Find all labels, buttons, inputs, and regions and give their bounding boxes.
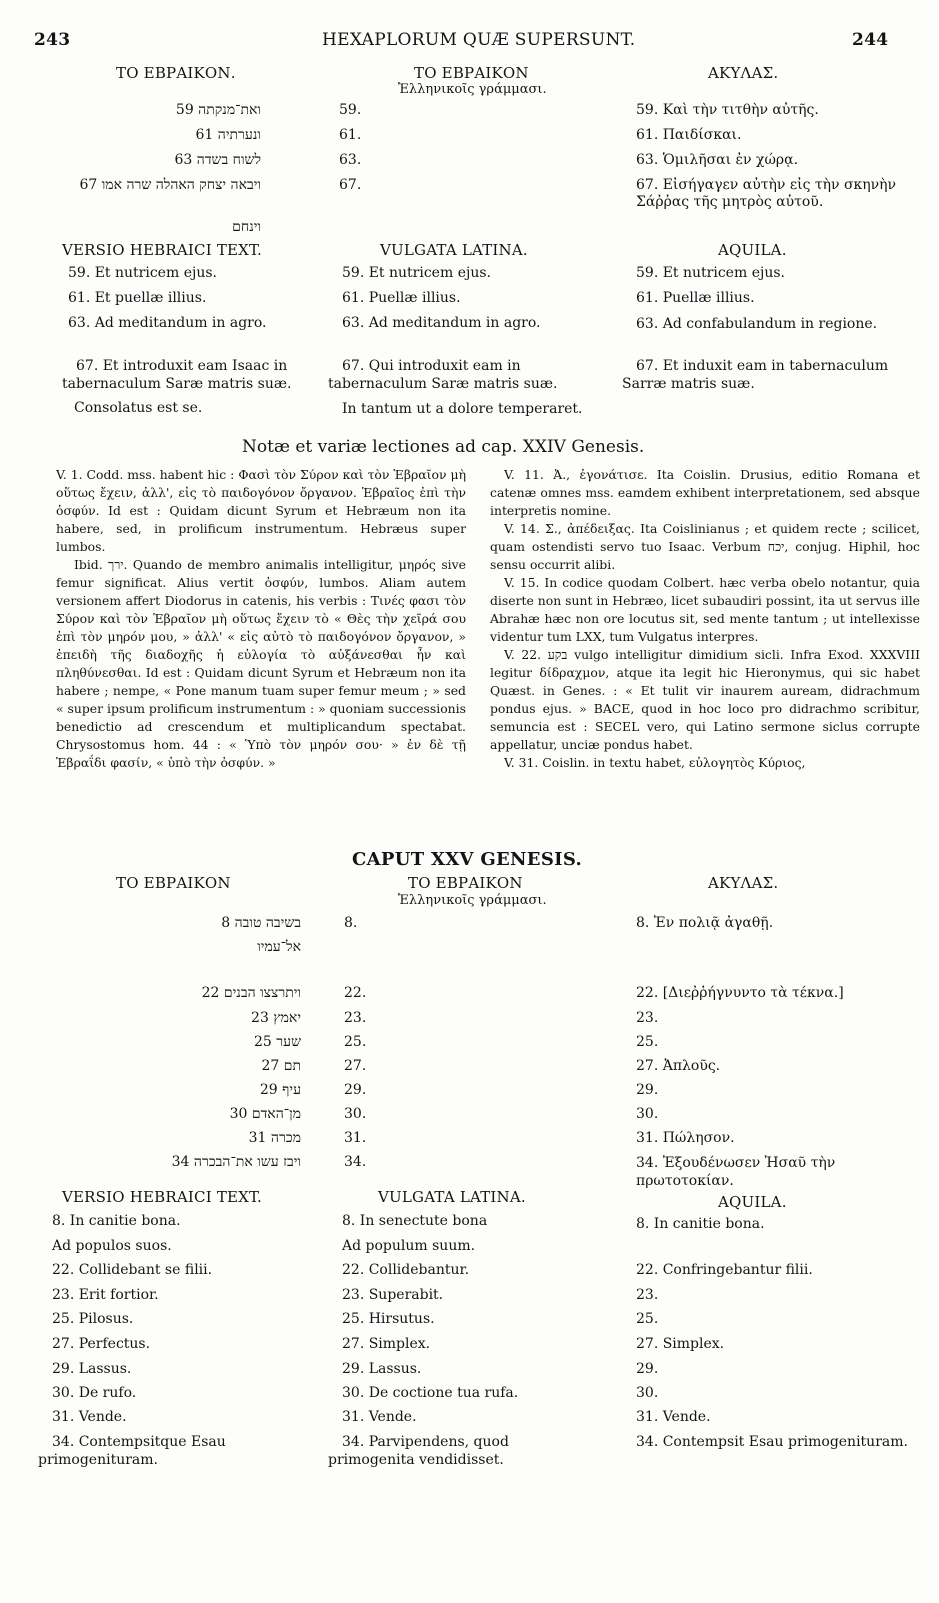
translit-line: 25. [344, 1034, 367, 1050]
latin-line: 34. Parvipendens, quod primogenita vendidisset. [328, 1434, 509, 1468]
note-paragraph: V. 31. Coislin. in textu habet, εὐλογητὸς Κύριος, [504, 755, 806, 770]
latin-head-right: AQUILA. [718, 1193, 787, 1211]
latin-line: 31. Vende. [636, 1409, 711, 1425]
latin-line: 25. Pilosus. [52, 1311, 134, 1327]
aquila-greek-line: 30. [636, 1106, 659, 1122]
latin-line: 63. Ad meditandum in agro. [68, 315, 267, 331]
latin-line: 61. Puellæ illius. [636, 290, 755, 306]
latin-line: 27. Simplex. [636, 1336, 725, 1352]
hebrew-line: ויבאה יצחק האהלה שרה אמו 67 [79, 177, 261, 193]
latin-line: 59. Et nutricem ejus. [636, 265, 785, 281]
translit-line: 59. [339, 102, 362, 118]
note-paragraph: V. 11. Ἀ., ἐγονάτισε. Ita Coislin. Drusius, editio Romana et catenæ omnes mss. eamdem exhibent interpretationem, sed absque interpretis nomine. [490, 467, 920, 518]
note-paragraph: V. 1. Codd. mss. habent hic : Φασὶ τὸν Σύρον καὶ τὸν Ἑβραῖον μὴ οὕτως ἔχειν, ἀλλ', εἰς τὸ παιδογόνον ὄργανον. Ἑβραῖος ἐπὶ τὴν ὀσφύν. Id est : Quidam dicunt Syrum et Hebræum non ita habere, sed, in prolificum instrumentum. Hebræus super lumbos. [56, 467, 466, 554]
page-number-left: 243 [34, 30, 71, 50]
latin-line: 63. Ad meditandum in agro. [342, 315, 541, 331]
hebrew-line: מכרה 31 [248, 1130, 301, 1146]
latin-line: 23. Erit fortior. [52, 1287, 159, 1303]
hebrew-line: ונערתיה 61 [195, 127, 261, 143]
latin-head-left: VERSIO HEBRAICI TEXT. [62, 1188, 263, 1206]
latin-line: 23. [636, 1287, 659, 1303]
aquila-greek-line: 29. [636, 1082, 659, 1098]
aquila-greek-line: 23. [636, 1010, 659, 1026]
col-subhead-translit: Ἑλληνικοῖς γράμμασι. [398, 82, 547, 97]
latin-line: 30. De rufo. [52, 1385, 137, 1401]
aquila-greek-line: 25. [636, 1034, 659, 1050]
notes-right-column [490, 466, 920, 772]
translit-line: 29. [344, 1082, 367, 1098]
col-subhead-translit: Ἑλληνικοῖς γράμμασι. [398, 893, 547, 908]
latin-line: 59. Et nutricem ejus. [68, 265, 217, 281]
hebrew-line: יאמץ 23 [251, 1010, 301, 1026]
latin-line: 31. Vende. [52, 1409, 127, 1425]
latin-line: 67. Et induxit eam in tabernaculum Sarræ matris suæ. [622, 358, 889, 392]
col-head-aquila: ΑΚΥΛΑΣ. [708, 874, 779, 892]
latin-head-left: VERSIO HEBRAICI TEXT. [62, 241, 263, 259]
notes-title: Notæ et variæ lectiones ad cap. XXIV Genesis. [242, 437, 645, 457]
hebrew-line: בשיבה טובה 8 [221, 915, 301, 931]
latin-line: Ad populum suum. [342, 1238, 476, 1254]
note-paragraph: Ibid. ירך. Quando de membro animalis intelligitur, μηρός sive femur significat. Alius vertit ὀσφύν, lumbos. Aliam autem versionem affert Diodorus in catenis, his verbis : Τινές φασι τὸν Σύρον καὶ τὸν Ἑβραῖον μὴ οὕτως ἔχειν τὸ « Θὲς τὴν χεῖρά σου ἐπὶ τὸν μηρόν μου, » ἀλλ' « εἰς αὐτὸ τὸ παιδογόνον ὄργανον, » ἐπειδὴ τῆς διαδοχῆς ἡ εὐλογία τὸ αὐξάνεσθαι ἦν καὶ πληθύνεσθαι. Id est : Quidam dicunt Syrum et Hebræum non ita habere ; nempe, « Pone manum tuam super femur meum ; » sed « super ipsum prolificum instrumentum : » quoniam successionis benedictio ad crescendum et multiplicandum spectabat. Chrysostomus hom. 44 : « Ὑπὸ τὸν μηρόν σου· » ἐν δὲ τῇ Ἑβραΐδι φασίν, « ὑπὸ τὴν ὀσφύν. » [56, 557, 466, 770]
hebrew-line: ויבז עשו את־הבכרה 34 [171, 1154, 301, 1170]
note-paragraph: V. 14. Σ., ἀπέδειξας. Ita Coislinianus ; et quidem recte ; scilicet, quam ostendisti servo tuo Isaac. Verbum יכח, conjug. Hiphil, hoc sensu occurrit alibi. [490, 521, 920, 572]
col-head-hebrew: ΤΟ ΕΒΡΑΙΚΟΝ [116, 874, 231, 892]
translit-line: 8. [344, 915, 358, 931]
latin-line: 34. Contempsit Esau primogenituram. [636, 1434, 908, 1450]
latin-line: 67. Et introduxit eam Isaac in tabernaculum Saræ matris suæ. [62, 358, 292, 392]
note-paragraph: V. 15. In codice quodam Colbert. hæc verba obelo notantur, quia diserte non sunt in Hebræo, licet subaudiri possint, ita ut servus ille Abrahæ hæc non ore locutus sit, sed mente tantum ; ut intellexisse videntur tum LXX, tum Vulgatus interpres. [490, 575, 920, 644]
translit-line: 67. [339, 177, 362, 193]
hebrew-line: תם 27 [261, 1058, 301, 1074]
latin-line: 30. De coctione tua rufa. [342, 1385, 519, 1401]
aquila-greek-line: 61. Παιδίσκαι. [636, 127, 742, 143]
latin-line: 23. Superabit. [342, 1287, 444, 1303]
latin-line: 34. Contempsitque Esau primogenituram. [38, 1434, 226, 1468]
hebrew-line: ואת־מנקתה 59 [175, 102, 261, 118]
latin-line: 59. Et nutricem ejus. [342, 265, 491, 281]
latin-head-mid: VULGATA LATINA. [378, 1188, 526, 1206]
hebrew-line: שער 25 [254, 1034, 301, 1050]
latin-line: 22. Confringebantur filii. [636, 1262, 813, 1278]
latin-line: 29. Lassus. [52, 1361, 132, 1377]
note-paragraph: V. 22. בקע vulgo intelligitur dimidium sicli. Infra Exod. XXXVIII legitur δίδραχμον, atque ita legit hic Hieronymus, qui sic habet Quæst. in Genes. : « Et tulit vir inaurem auream, didrachmum pondus ejus. » BACE, quod in hoc loco pro didrachmo scribitur, semuncia est : SECEL vero, qui Latino sermone siclus corrupte appellatur, unciæ pondus habet. [490, 647, 920, 752]
latin-line: 63. Ad confabulandum in regione. [636, 316, 878, 332]
latin-line: 27. Simplex. [342, 1336, 431, 1352]
aquila-greek-line: 34. Ἐξουδένωσεν Ἠσαῦ τὴν πρωτοτοκίαν. [636, 1155, 836, 1189]
translit-line: 22. [344, 985, 367, 1001]
hebrew-line: וינחם [232, 219, 261, 235]
latin-line: Consolatus est se. [74, 400, 203, 416]
latin-line: 61. Puellæ illius. [342, 290, 461, 306]
latin-line: 22. Collidebant se filii. [52, 1262, 213, 1278]
translit-line: 23. [344, 1010, 367, 1026]
latin-line: 22. Collidebantur. [342, 1262, 470, 1278]
hebrew-line: עיף 29 [259, 1082, 301, 1098]
aquila-greek-line: 27. Ἀπλοῦς. [636, 1058, 721, 1074]
aquila-greek-line: 63. Ὁμιλῆσαι ἐν χώρᾳ. [636, 152, 799, 168]
latin-line: 25. [636, 1311, 659, 1327]
latin-line: 25. Hirsutus. [342, 1311, 435, 1327]
latin-line: Ad populos suos. [52, 1238, 172, 1254]
col-head-hebrew: ΤΟ ΕΒΡΑΙΚΟΝ. [116, 64, 236, 82]
latin-line: 27. Perfectus. [52, 1336, 151, 1352]
translit-line: 34. [344, 1154, 367, 1170]
latin-line: In tantum ut a dolore temperaret. [342, 401, 583, 417]
chapter-title: CAPUT XXV GENESIS. [352, 849, 583, 870]
latin-line: 31. Vende. [342, 1409, 417, 1425]
col-head-translit: ΤΟ ΕΒΡΑΙΚΟΝ [408, 874, 523, 892]
translit-line: 27. [344, 1058, 367, 1074]
latin-line: 30. [636, 1385, 659, 1401]
translit-line: 31. [344, 1130, 367, 1146]
aquila-greek-line: 67. Εἰσήγαγεν αὐτὴν εἰς τὴν σκηνὴν Σάῤῥας τῆς μητρὸς αὐτοῦ. [636, 177, 897, 210]
aquila-greek-line: 59. Καὶ τὴν τιτθὴν αὐτῆς. [636, 102, 819, 118]
translit-line: 63. [339, 152, 362, 168]
col-head-aquila: ΑΚΥΛΑΣ. [708, 64, 779, 82]
aquila-greek-line: 8. Ἐν πολιᾷ ἀγαθῇ. [636, 915, 774, 931]
latin-line: 8. In canitie bona. [636, 1216, 765, 1232]
latin-head-mid: VULGATA LATINA. [380, 241, 528, 259]
col-head-translit: ΤΟ ΕΒΡΑΙΚΟΝ [414, 64, 529, 82]
latin-line: 8. In senectute bona [342, 1213, 488, 1229]
hebrew-line: ויתרצצו הבנים 22 [201, 985, 301, 1001]
latin-line: 29. [636, 1361, 659, 1377]
latin-line: 29. Lassus. [342, 1361, 422, 1377]
notes-left-column [56, 466, 466, 772]
latin-line: 67. Qui introduxit eam in tabernaculum Saræ matris suæ. [328, 358, 558, 392]
running-title: HEXAPLORUM QUÆ SUPERSUNT. [322, 30, 636, 50]
latin-line: 61. Et puellæ illius. [68, 290, 207, 306]
aquila-greek-line: 31. Πώλησον. [636, 1130, 735, 1146]
translit-line: 30. [344, 1106, 367, 1122]
hebrew-line: מן־האדם 30 [229, 1106, 301, 1122]
translit-line: 61. [339, 127, 362, 143]
hebrew-line: לשוח בשדה 63 [174, 152, 261, 168]
aquila-greek-line: 22. [Διεῤῥήγνυντο τὰ τέκνα.] [636, 985, 844, 1001]
latin-head-right: AQUILA. [718, 241, 787, 259]
latin-line: 8. In canitie bona. [52, 1213, 181, 1229]
page-number-right: 244 [852, 30, 889, 50]
hebrew-line: אל־עמיו [257, 939, 301, 955]
